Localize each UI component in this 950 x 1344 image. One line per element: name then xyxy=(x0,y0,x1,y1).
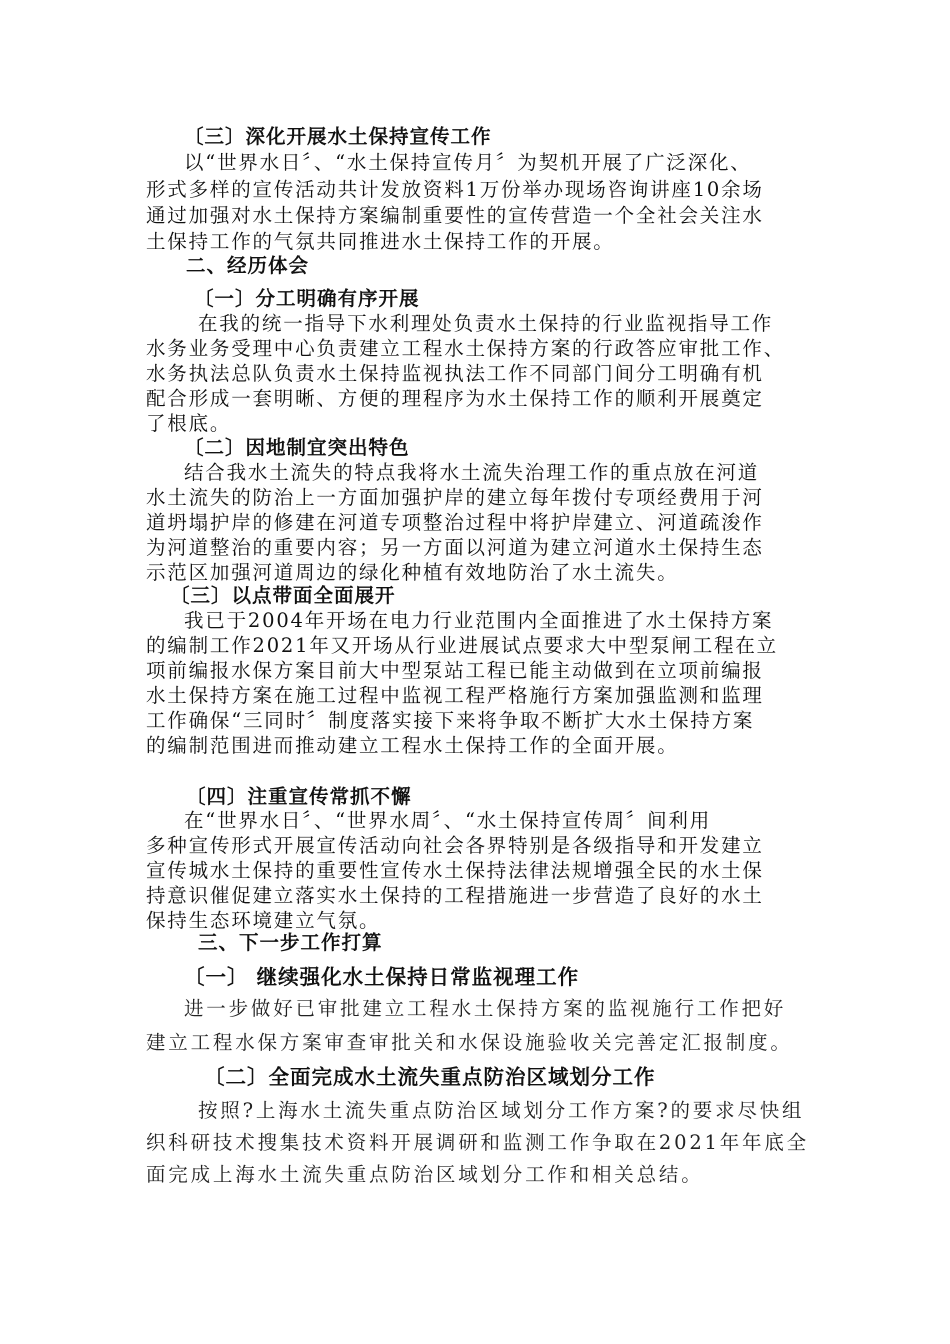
text-line: 的编制工作2021年又开场从行业进展试点要求大中型泵闸工程在立 xyxy=(146,634,778,657)
text-line: 示范区加强河道周边的绿化种植有效地防治了水土流失。 xyxy=(146,561,679,584)
text-line: 水土保持方案在施工过程中监视工程严格施行方案加强监测和监理 xyxy=(146,684,764,707)
text-line: 水土流失的防治上一方面加强护岸的建立每年拨付专项经费用于河 xyxy=(146,486,764,509)
heading-s1-3: 〔三〕深化开展水土保持宣传工作 xyxy=(184,125,492,148)
text-line: 建立工程水保方案审查审批关和水保设施验收关完善定汇报制度。 xyxy=(146,1031,793,1054)
text-line: 多种宣传形式开展宣传活动向社会各界特别是各级指导和开发建立 xyxy=(146,834,764,857)
heading-s2-3: 〔三〕以点带面全面展开 xyxy=(170,584,396,607)
text-line: 在“世界水日〞、“世界水周〞、“水土保持宣传周〞间利用 xyxy=(184,809,712,832)
text-line: 在我的统一指导下水利理处负责水土保持的行业监视指导工作 xyxy=(198,312,774,335)
heading-s3-1: 〔一〕 继续强化水土保持日常监视理工作 xyxy=(184,965,580,989)
heading-s2-2: 〔二〕因地制宜突出特色 xyxy=(184,436,410,459)
text-line: 项前编报水保方案目前大中型泵站工程已能主动做到在立项前编报 xyxy=(146,659,764,682)
text-line: 我已于2004年开场在电力行业范围内全面推进了水土保持方案 xyxy=(184,609,774,632)
section-3-title: 三、下一步工作打算 xyxy=(198,931,383,954)
text-line: 面完成上海水土流失重点防治区域划分工作和相关总结。 xyxy=(146,1163,704,1186)
text-line: 织科研技术搜集技术资料开展调研和监测工作争取在2021年年底全 xyxy=(146,1131,809,1154)
text-line: 配合形成一套明晰、方便的理程序为水土保持工作的顺利开展奠定 xyxy=(146,387,764,410)
text-line: 保持生态环境建立气氛。 xyxy=(146,909,381,932)
text-line: 形式多样的宣传活动共计发放资料1万份举办现场咨询讲座10余场 xyxy=(146,178,764,201)
text-line: 水务执法总队负责水土保持监视执法工作不同部门间分工明确有机 xyxy=(146,362,764,385)
text-line: 的编制范围进而推动建立工程水土保持工作的全面开展。 xyxy=(146,734,679,757)
text-line: 土保持工作的气氛共同推进水土保持工作的开展。 xyxy=(146,230,615,253)
heading-s2-4: 〔四〕注重宣传常抓不懈 xyxy=(186,785,412,808)
text-line: 工作确保“三同时〞制度落实接下来将争取不断扩大水土保持方案 xyxy=(146,709,755,732)
text-line: 水务业务受理中心负责建立工程水土保持方案的行政答应审批工作、 xyxy=(146,337,786,360)
text-line: 了根底。 xyxy=(146,412,232,435)
section-2-title: 二、经历体会 xyxy=(186,254,310,277)
text-line: 进一步做好已审批建立工程水土保持方案的监视施行工作把好 xyxy=(184,997,787,1020)
text-line: 以“世界水日〞、“水土保持宣传月〞为契机开展了广泛深化、 xyxy=(184,151,752,174)
text-line: 道坍塌护岸的修建在河道专项整治过程中将护岸建立、河道疏浚作 xyxy=(146,511,764,534)
heading-s2-1: 〔一〕分工明确有序开展 xyxy=(194,287,420,310)
text-line: 结合我水土流失的特点我将水土流失治理工作的重点放在河道 xyxy=(184,461,760,484)
text-line: 持意识催促建立落实水土保持的工程措施进一步营造了良好的水土 xyxy=(146,884,764,907)
text-line: 按照?上海水土流失重点防治区域划分工作方案?的要求尽快组 xyxy=(198,1099,805,1122)
text-line: 宣传城水土保持的重要性宣传水土保持法律法规增强全民的水土保 xyxy=(146,859,764,882)
heading-s3-2: 〔二〕全面完成水土流失重点防治区域划分工作 xyxy=(204,1065,656,1089)
text-line: 通过加强对水土保持方案编制重要性的宣传营造一个全社会关注水 xyxy=(146,204,764,227)
text-line: 为河道整治的重要内容；另一方面以河道为建立河道水土保持生态 xyxy=(146,536,764,559)
